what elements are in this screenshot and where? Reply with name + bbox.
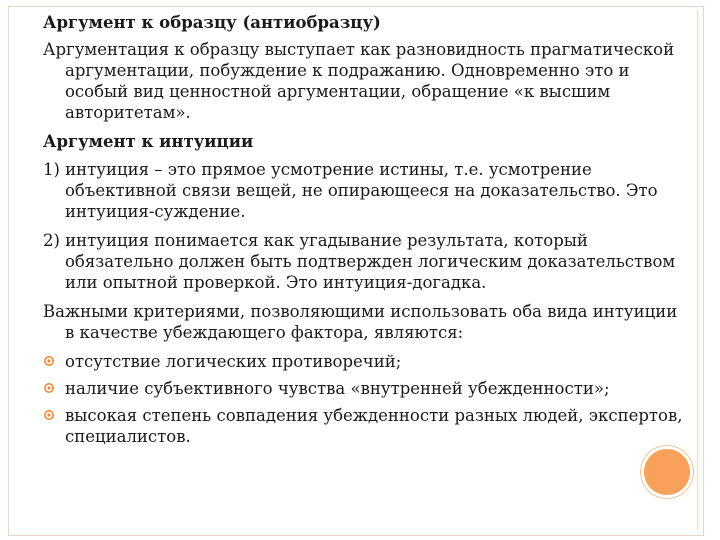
paragraph-model-argument: Аргументация к образцу выступает как разновидность прагматической аргументации, побуждение к подражанию. Одновременно это и особый вид ценностной аргументации, обращение «к высшим авторитетам». (43, 40, 675, 122)
paragraph-intuition-judgment: 1) интуиция – это прямое усмотрение истины, т.е. усмотрение объективной связи вещей, не опирающееся на доказательство. Это интуиция-суждение. (43, 160, 658, 221)
decorative-circle (641, 446, 693, 498)
bullet-text: наличие субъективного чувства «внутренней убежденности»; (65, 379, 610, 398)
sun-bullet-icon (43, 355, 55, 367)
slide-content (43, 10, 683, 453)
heading-argument-to-model: Аргумент к образцу (антиобразцу) (43, 13, 381, 32)
list-item (43, 378, 683, 399)
sun-bullet-icon (43, 409, 55, 421)
paragraph-intuition-guess: 2) интуиция понимается как угадывание результата, который обязательно должен быть подтвержден логическим доказательством или опытной проверкой. Это интуиция-догадка. (43, 231, 676, 292)
list-item (43, 351, 683, 372)
bullet-text: высокая степень совпадения убежденности разных людей, экспертов, специалистов. (65, 406, 683, 446)
bullet-text: отсутствие логических противоречий; (65, 352, 402, 371)
list-item (43, 405, 683, 447)
paragraph-criteria: Важными критериями, позволяющими использовать оба вида интуиции в качестве убеждающего фактора, являются: (43, 302, 678, 342)
heading-argument-to-intuition: Аргумент к интуиции (43, 132, 254, 151)
frame-line (697, 10, 698, 530)
sun-bullet-icon (43, 382, 55, 394)
